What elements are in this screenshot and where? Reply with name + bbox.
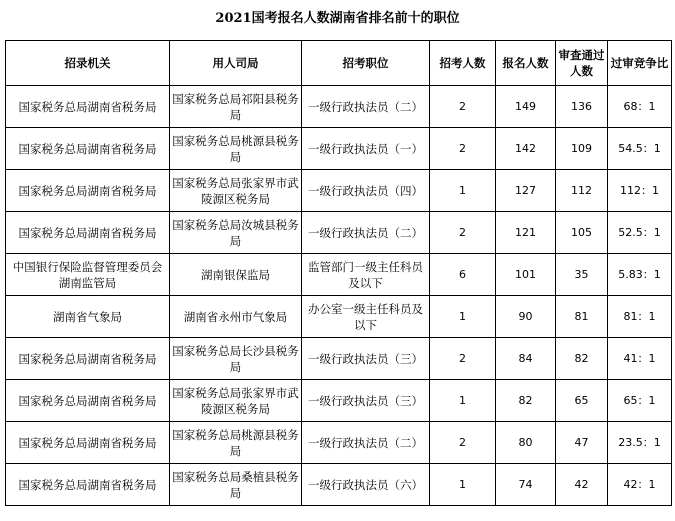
cell-quota: 2: [430, 212, 496, 254]
cell-agency: 国家税务总局湖南省税务局: [6, 170, 170, 212]
cell-approved: 42: [556, 464, 608, 506]
table-row: [6, 422, 672, 464]
cell-dept: 国家税务总局汝城县税务局: [170, 212, 302, 254]
cell-approved: 105: [556, 212, 608, 254]
table-row: [6, 128, 672, 170]
cell-position: 一级行政执法员（二）: [302, 86, 430, 128]
header-approved: 审查通过人数: [556, 41, 608, 86]
cell-position: 一级行政执法员（一）: [302, 128, 430, 170]
cell-agency: 国家税务总局湖南省税务局: [6, 86, 170, 128]
cell-ratio: 54.5：1: [608, 128, 672, 170]
cell-agency: 国家税务总局湖南省税务局: [6, 422, 170, 464]
cell-position: 一级行政执法员（四）: [302, 170, 430, 212]
table-row: [6, 338, 672, 380]
cell-dept: 国家税务总局祁阳县税务局: [170, 86, 302, 128]
cell-position: 一级行政执法员（三）: [302, 380, 430, 422]
header-ratio: 过审竞争比: [608, 41, 672, 86]
cell-quota: 2: [430, 422, 496, 464]
cell-agency: 国家税务总局湖南省税务局: [6, 338, 170, 380]
cell-quota: 1: [430, 380, 496, 422]
cell-position: 一级行政执法员（三）: [302, 338, 430, 380]
table-row: [6, 464, 672, 506]
cell-dept: 国家税务总局张家界市武陵源区税务局: [170, 380, 302, 422]
cell-ratio: 112：1: [608, 170, 672, 212]
cell-applicants: 101: [496, 254, 556, 296]
cell-quota: 1: [430, 296, 496, 338]
header-applicants: 报名人数: [496, 41, 556, 86]
cell-position: 办公室一级主任科员及以下: [302, 296, 430, 338]
cell-applicants: 80: [496, 422, 556, 464]
cell-dept: 湖南银保监局: [170, 254, 302, 296]
cell-applicants: 149: [496, 86, 556, 128]
cell-applicants: 121: [496, 212, 556, 254]
header-position: 招考职位: [302, 41, 430, 86]
cell-dept: 国家税务总局桃源县税务局: [170, 128, 302, 170]
cell-agency: 国家税务总局湖南省税务局: [6, 212, 170, 254]
cell-position: 一级行政执法员（六）: [302, 464, 430, 506]
cell-applicants: 127: [496, 170, 556, 212]
table-row: [6, 380, 672, 422]
cell-approved: 65: [556, 380, 608, 422]
cell-approved: 47: [556, 422, 608, 464]
cell-ratio: 23.5：1: [608, 422, 672, 464]
cell-quota: 6: [430, 254, 496, 296]
cell-applicants: 84: [496, 338, 556, 380]
cell-agency: 国家税务总局湖南省税务局: [6, 464, 170, 506]
cell-quota: 1: [430, 170, 496, 212]
table-row: [6, 212, 672, 254]
cell-ratio: 81：1: [608, 296, 672, 338]
cell-dept: 国家税务总局张家界市武陵源区税务局: [170, 170, 302, 212]
cell-applicants: 142: [496, 128, 556, 170]
cell-approved: 112: [556, 170, 608, 212]
table-title: 2021国考报名人数湖南省排名前十的职位: [215, 11, 460, 26]
cell-ratio: 5.83：1: [608, 254, 672, 296]
header-dept: 用人司局: [170, 41, 302, 86]
cell-dept: 湖南省永州市气象局: [170, 296, 302, 338]
table-row: [6, 254, 672, 296]
cell-agency: 中国银行保险监督管理委员会湖南监管局: [6, 254, 170, 296]
cell-agency: 国家税务总局湖南省税务局: [6, 380, 170, 422]
cell-quota: 2: [430, 338, 496, 380]
cell-approved: 136: [556, 86, 608, 128]
cell-approved: 109: [556, 128, 608, 170]
cell-applicants: 90: [496, 296, 556, 338]
cell-ratio: 52.5：1: [608, 212, 672, 254]
cell-ratio: 68：1: [608, 86, 672, 128]
header-agency: 招录机关: [6, 41, 170, 86]
cell-agency: 国家税务总局湖南省税务局: [6, 128, 170, 170]
cell-approved: 35: [556, 254, 608, 296]
cell-applicants: 82: [496, 380, 556, 422]
cell-ratio: 42：1: [608, 464, 672, 506]
cell-position: 一级行政执法员（二）: [302, 212, 430, 254]
cell-quota: 2: [430, 86, 496, 128]
cell-ratio: 65：1: [608, 380, 672, 422]
cell-position: 监管部门一级主任科员及以下: [302, 254, 430, 296]
cell-position: 一级行政执法员（二）: [302, 422, 430, 464]
ranking-table: [5, 40, 672, 506]
cell-applicants: 74: [496, 464, 556, 506]
table-row: [6, 86, 672, 128]
cell-approved: 82: [556, 338, 608, 380]
cell-dept: 国家税务总局桃源县税务局: [170, 422, 302, 464]
header-quota: 招考人数: [430, 41, 496, 86]
cell-ratio: 41：1: [608, 338, 672, 380]
header-row: [6, 41, 672, 86]
cell-quota: 2: [430, 128, 496, 170]
table-row: [6, 170, 672, 212]
cell-agency: 湖南省气象局: [6, 296, 170, 338]
cell-dept: 国家税务总局长沙县税务局: [170, 338, 302, 380]
cell-approved: 81: [556, 296, 608, 338]
cell-dept: 国家税务总局桑植县税务局: [170, 464, 302, 506]
cell-quota: 1: [430, 464, 496, 506]
table-row: [6, 296, 672, 338]
